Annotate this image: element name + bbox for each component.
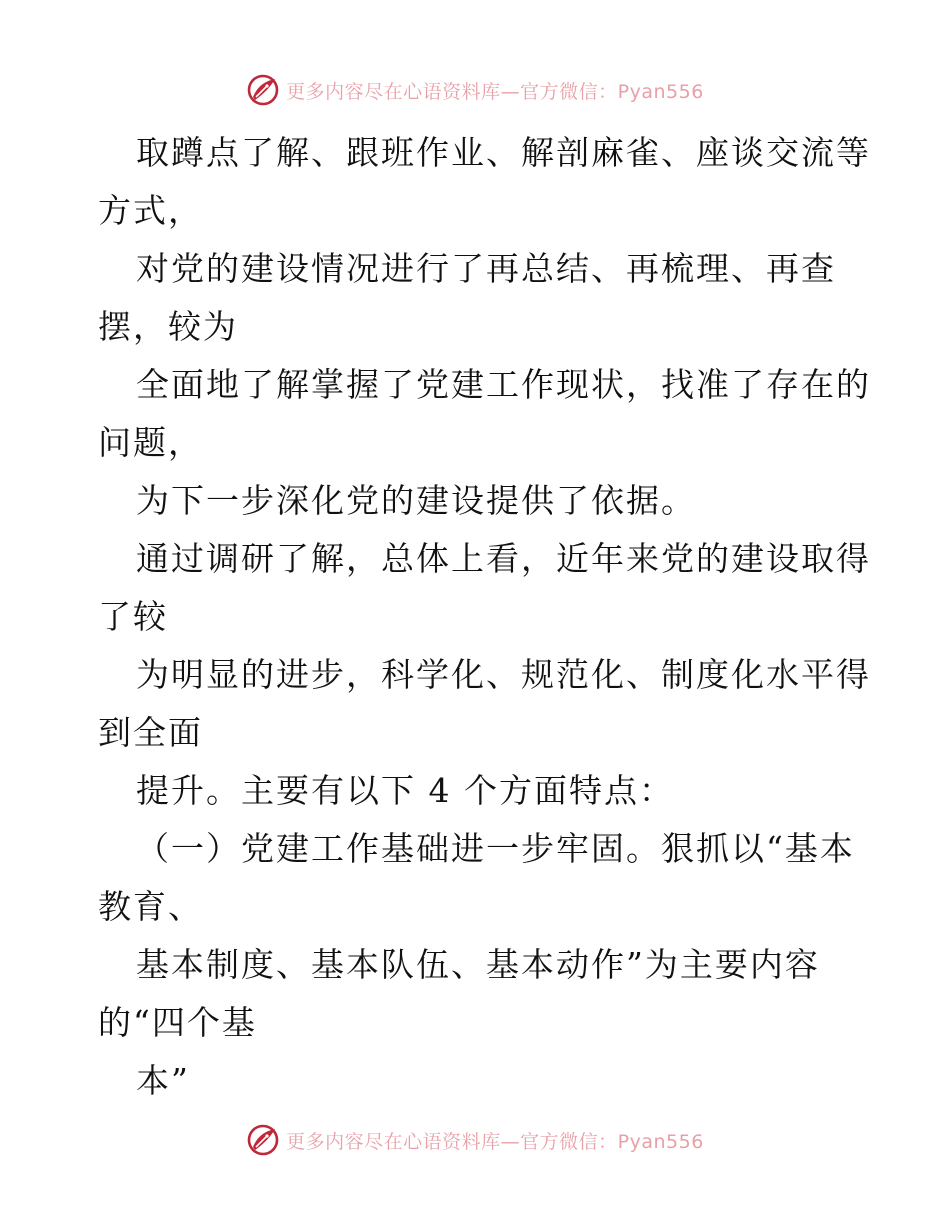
header-banner-text: 更多内容尽在心语资料库—官方微信：Pyan556 — [286, 80, 704, 103]
body-line: 问题， — [98, 423, 203, 462]
body-line: 为明显的进步，科学化、规范化、制度化水平得 — [136, 655, 871, 694]
pen-nib-logo-icon — [246, 1123, 280, 1157]
footer-banner — [0, 1120, 950, 1160]
header-banner — [0, 70, 950, 110]
body-line: 摆，较为 — [98, 307, 238, 346]
body-line: 到全面 — [98, 713, 203, 752]
body-line: 提升。主要有以下 4 个方面特点： — [136, 771, 674, 810]
document-body — [98, 124, 871, 1110]
body-line: 通过调研了解，总体上看，近年来党的建设取得 — [136, 539, 871, 578]
body-line: 对党的建设情况进行了再总结、再梳理、再查 — [136, 249, 836, 288]
body-line: 为下一步深化党的建设提供了依据。 — [136, 481, 696, 520]
body-line: 本” — [136, 1061, 190, 1100]
body-line: 的“四个基 — [98, 1003, 257, 1042]
header-banner-inner — [246, 73, 704, 107]
body-line: 教育、 — [98, 887, 203, 926]
body-line: （一）党建工作基础进一步牢固。狠抓以“基本 — [136, 829, 855, 868]
footer-banner-inner — [246, 1123, 704, 1157]
body-line: 方式， — [98, 191, 203, 230]
body-line: 全面地了解掌握了党建工作现状，找准了存在的 — [136, 365, 871, 404]
body-line: 取蹲点了解、跟班作业、解剖麻雀、座谈交流等 — [136, 133, 871, 172]
body-line: 基本制度、基本队伍、基本动作”为主要内容 — [136, 945, 820, 984]
pen-nib-logo-icon — [246, 73, 280, 107]
body-line: 了较 — [98, 597, 168, 636]
footer-banner-text: 更多内容尽在心语资料库—官方微信：Pyan556 — [286, 1130, 704, 1153]
